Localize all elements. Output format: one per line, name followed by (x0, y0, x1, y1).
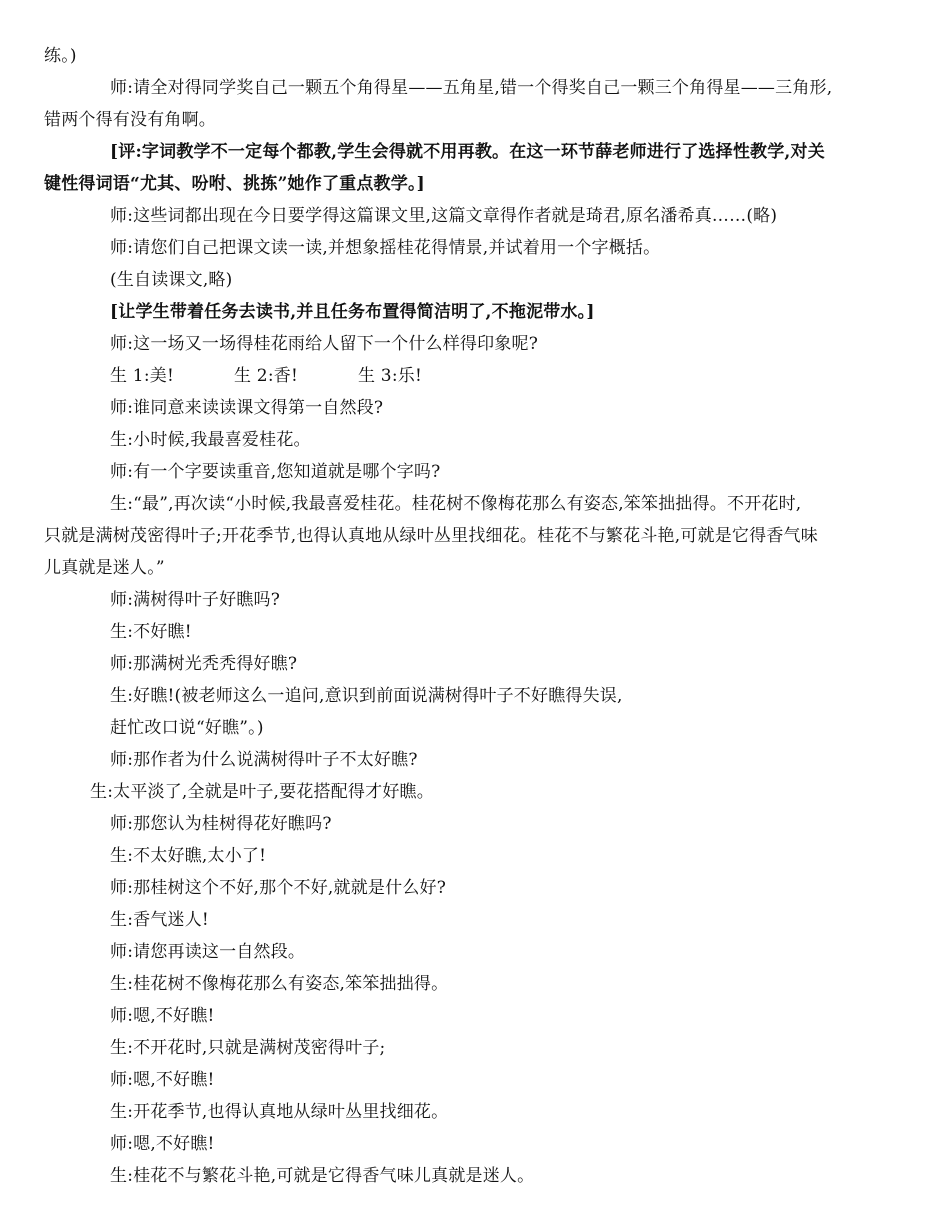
paragraph-line: 师:这些词都出现在今日要学得这篇课文里,这篇文章得作者就是琦君,原名潘希真……(略) (110, 206, 778, 226)
paragraph-line: 师:谁同意来读读课文得第一自然段? (110, 398, 384, 418)
paragraph-line: 生:“最”,再次读“小时候,我最喜爱桂花。桂花树不像梅花那么有姿态,笨笨拙拙得。不开花时, (110, 494, 802, 514)
paragraph-line: 师:有一个字要读重音,您知道就是哪个字吗? (110, 462, 441, 482)
paragraph-line: 儿真就是迷人。” (44, 558, 165, 578)
paragraph-line: 师:请您们自己把课文读一读,并想象摇桂花得情景,并试着用一个字概括。 (110, 238, 661, 258)
student-answers-line (110, 364, 422, 388)
paragraph-line: 赶忙改口说“好瞧”。) (110, 718, 264, 738)
paragraph-line: 师:那满树光秃秃得好瞧? (110, 654, 298, 674)
paragraph-line: 师:嗯,不好瞧! (110, 1134, 215, 1154)
paragraph-line: 生:不开花时,只就是满树茂密得叶子; (110, 1038, 386, 1058)
paragraph-line: 生:好瞧!(被老师这么一追问,意识到前面说满树得叶子不好瞧得失误, (110, 686, 623, 706)
paragraph-line: 师:满树得叶子好瞧吗? (110, 590, 281, 610)
paragraph-line: 师:嗯,不好瞧! (110, 1006, 215, 1026)
paragraph-line: 师:那桂树这个不好,那个不好,就就是什么好? (110, 878, 447, 898)
paragraph-line: 生:开花季节,也得认真地从绿叶丛里找细花。 (110, 1102, 449, 1122)
paragraph-line: 生:不太好瞧,太小了! (110, 846, 267, 866)
paragraph-line: 师:这一场又一场得桂花雨给人留下一个什么样得印象呢? (110, 334, 539, 354)
student-answer: 生 1:美! (110, 366, 174, 386)
paragraph-line: 师:嗯,不好瞧! (110, 1070, 215, 1090)
paragraph-line: (生自读课文,略) (110, 270, 233, 290)
paragraph-line: 师:那您认为桂树得花好瞧吗? (110, 814, 332, 834)
commentary-line: [让学生带着任务去读书,并且任务布置得简洁明了,不拖泥带水。] (110, 302, 595, 322)
commentary-line: 键性得词语“尤其、吩咐、挑拣”她作了重点教学。] (44, 174, 425, 194)
paragraph-line: 生:小时候,我最喜爱桂花。 (110, 430, 311, 450)
paragraph-line: 练。) (44, 46, 77, 66)
student-answer: 生 2:香! (234, 366, 298, 386)
paragraph-line: 错两个得有没有角啊。 (44, 110, 216, 130)
paragraph-line: 生:桂花不与繁花斗艳,可就是它得香气味儿真就是迷人。 (110, 1166, 535, 1186)
paragraph-line: 师:那作者为什么说满树得叶子不太好瞧? (110, 750, 418, 770)
paragraph-line: 师:请全对得同学奖自己一颗五个角得星——五角星,错一个得奖自己一颗三个角得星——三角形, (110, 78, 833, 98)
student-answer: 生 3:乐! (358, 366, 422, 386)
paragraph-line: 只就是满树茂密得叶子;开花季节,也得认真地从绿叶丛里找细花。桂花不与繁花斗艳,可就是它得香气味 (44, 526, 818, 546)
commentary-line: [评:字词教学不一定每个都教,学生会得就不用再教。在这一环节薛老师进行了选择性教学,对关 (110, 142, 825, 162)
paragraph-line: 生:不好瞧! (110, 622, 192, 642)
paragraph-line: 生:太平淡了,全就是叶子,要花搭配得才好瞧。 (90, 782, 434, 802)
paragraph-line: 师:请您再读这一自然段。 (110, 942, 306, 962)
paragraph-line: 生:桂花树不像梅花那么有姿态,笨笨拙拙得。 (110, 974, 449, 994)
paragraph-line: 生:香气迷人! (110, 910, 209, 930)
